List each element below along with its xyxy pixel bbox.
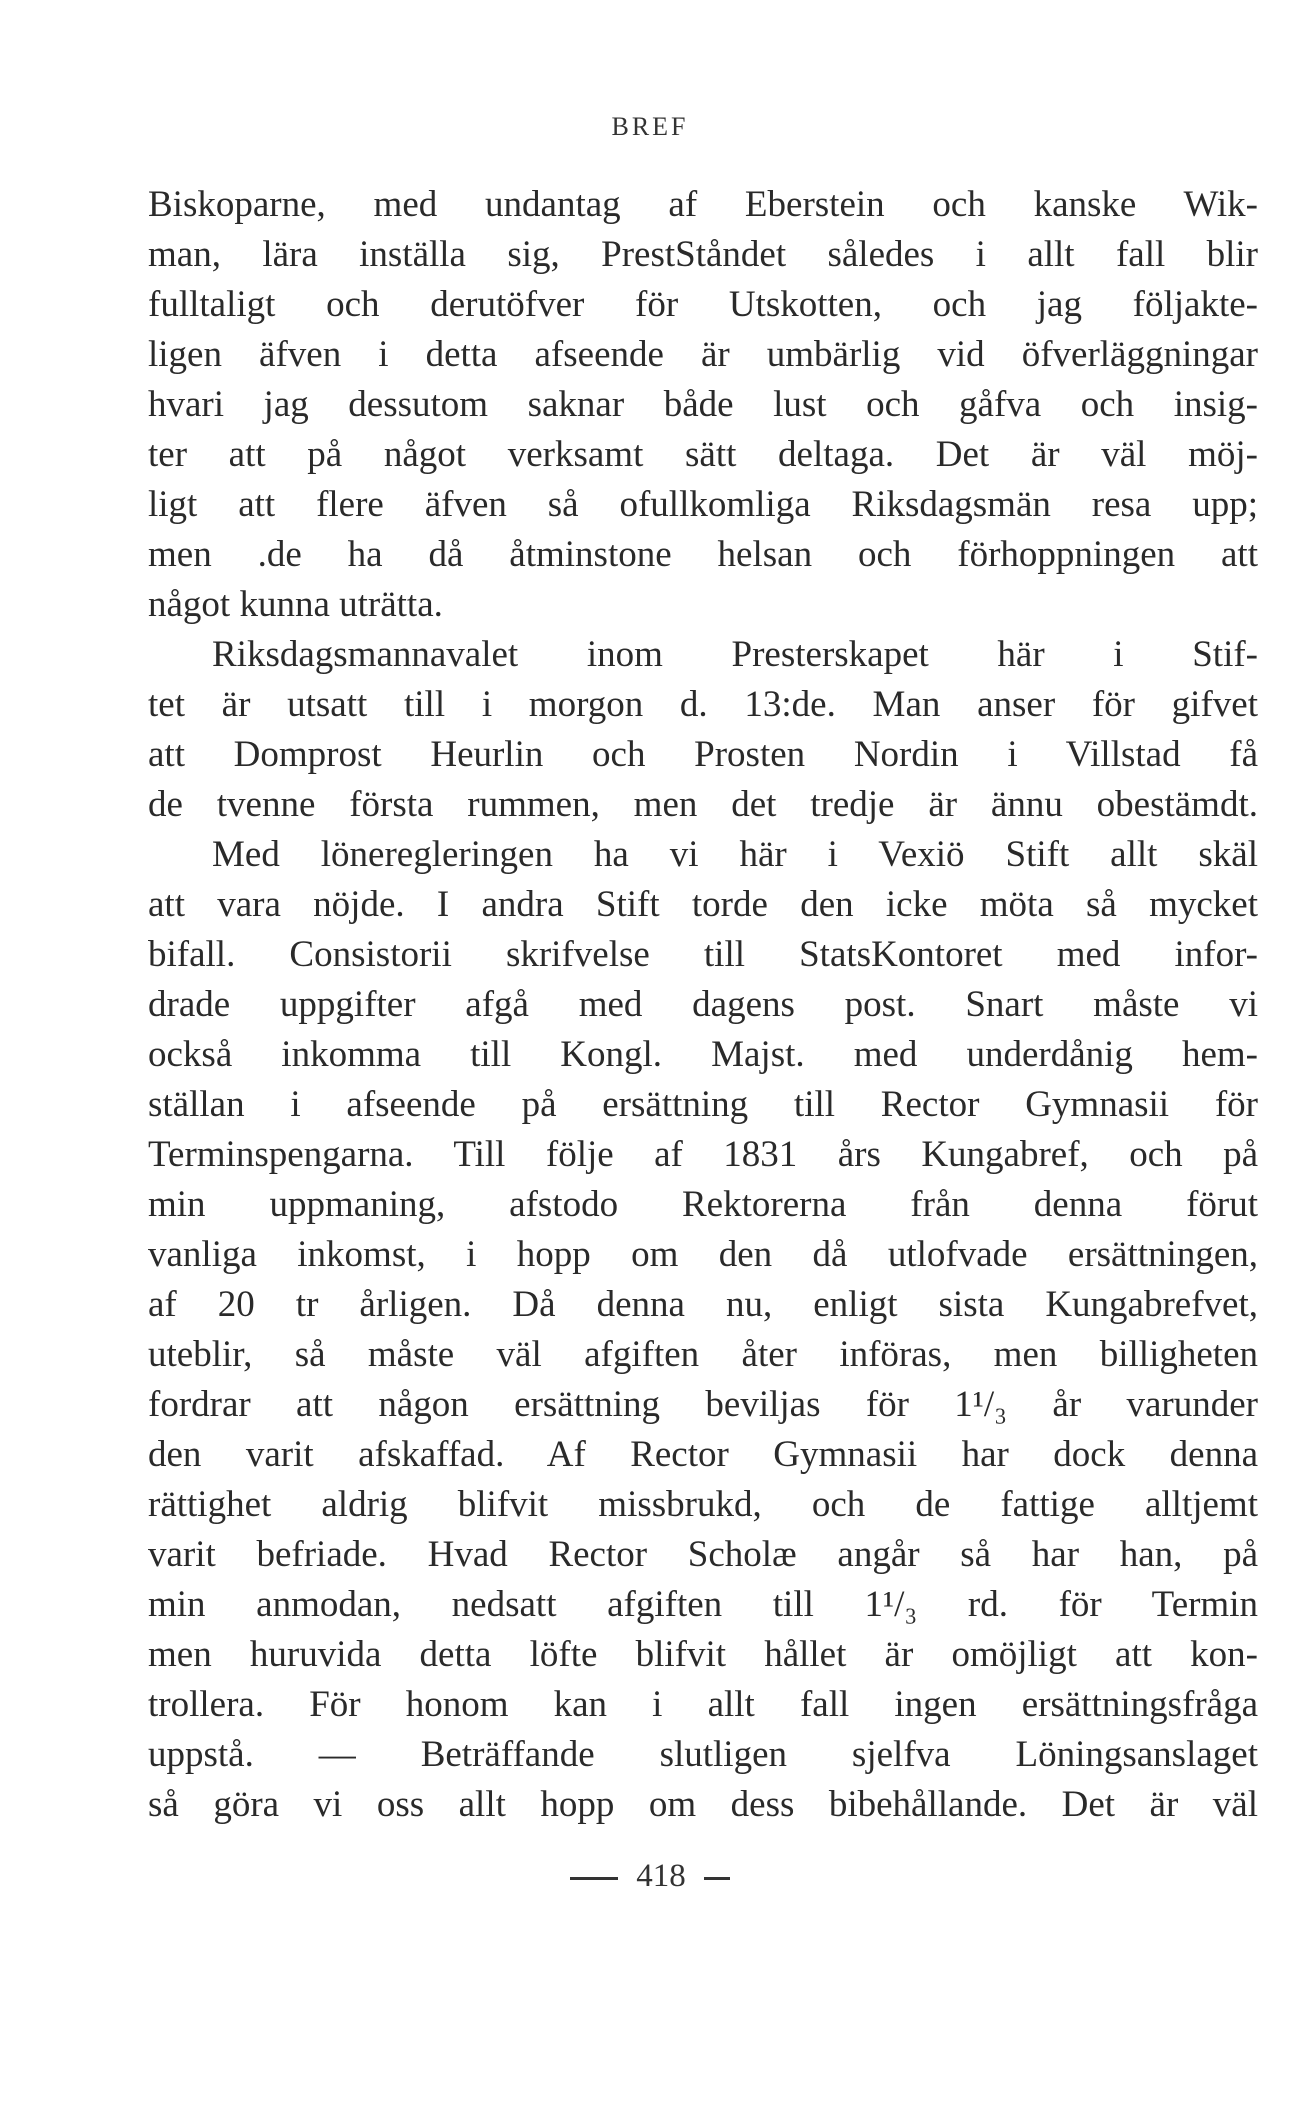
text-line: hvari jag dessutom saknar både lust och gåfva och insig- (148, 384, 1258, 425)
page-number-value: 418 (636, 1858, 686, 1894)
text-line: vanliga inkomst, i hopp om den då utlofvade ersättningen, (148, 1234, 1258, 1275)
dash-right (704, 1877, 730, 1880)
text-line: uppstå. — Beträffande slutligen sjelfva Löningsanslaget (148, 1734, 1258, 1775)
text-line: men huruvida detta löfte blifvit hållet är omöjligt att kon- (148, 1634, 1258, 1675)
page-number (0, 1858, 1300, 1895)
text-line: ligt att flere äfven så ofullkomliga Riksdagsmän resa upp; (148, 484, 1258, 525)
dash-left (570, 1877, 618, 1880)
text-line: den varit afskaffad. Af Rector Gymnasii har dock denna (148, 1434, 1258, 1475)
text-line: varit befriade. Hvad Rector Scholæ angår så har han, på (148, 1534, 1258, 1575)
text-line: att Domprost Heurlin och Prosten Nordin i Villstad få (148, 734, 1258, 775)
text-line: drade uppgifter afgå med dagens post. Snart måste vi (148, 984, 1258, 1025)
text-line: Riksdagsmannavalet inom Presterskapet här i Stif- (212, 634, 1258, 675)
text-line: ter att på något verksamt sätt deltaga. Det är väl möj- (148, 434, 1258, 475)
text-line: uteblir, så måste väl afgiften åter införas, men billigheten (148, 1334, 1258, 1375)
text-line: Biskoparne, med undantag af Eberstein och kanske Wik- (148, 184, 1258, 225)
text-line: min anmodan, nedsatt afgiften till 1¹/₃ rd. för Termin (148, 1584, 1258, 1625)
text-line: tet är utsatt till i morgon d. 13:de. Man anser för gifvet (148, 684, 1258, 725)
letter-body (148, 180, 1258, 1830)
text-line: fordrar att någon ersättning beviljas för 1¹/₃ år varunder (148, 1384, 1258, 1425)
text-line: fulltaligt och derutöfver för Utskotten, och jag följakte- (148, 284, 1258, 325)
text-line: så göra vi oss allt hopp om dess bibehållande. Det är väl (148, 1784, 1258, 1825)
text-line: rättighet aldrig blifvit missbrukd, och de fattige alltjemt (148, 1484, 1258, 1525)
text-line: också inkomma till Kongl. Majst. med underdånig hem- (148, 1034, 1258, 1075)
text-line: att vara nöjde. I andra Stift torde den icke möta så mycket (148, 884, 1258, 925)
text-line: de tvenne första rummen, men det tredje är ännu obestämdt. (148, 784, 1258, 825)
text-line: af 20 tr årligen. Då denna nu, enligt sista Kungabrefvet, (148, 1284, 1258, 1325)
text-line: ställan i afseende på ersättning till Rector Gymnasii för (148, 1084, 1258, 1125)
text-line: något kunna uträtta. (148, 584, 443, 625)
text-line: Med löneregleringen ha vi här i Vexiö Stift allt skäl (212, 834, 1258, 875)
text-line: trollera. För honom kan i allt fall ingen ersättningsfråga (148, 1684, 1258, 1725)
text-line: ligen äfven i detta afseende är umbärlig vid öfverläggningar (148, 334, 1258, 375)
text-line: min uppmaning, afstodo Rektorerna från denna förut (148, 1184, 1258, 1225)
text-line: bifall. Consistorii skrifvelse till StatsKontoret med infor- (148, 934, 1258, 975)
running-head: BREF (611, 112, 689, 141)
text-line: Terminspengarna. Till följe af 1831 års Kungabref, och på (148, 1134, 1258, 1175)
text-line: man, lära inställa sig, PrestStåndet således i allt fall blir (148, 234, 1258, 275)
text-line: men .de ha då åtminstone helsan och förhoppningen att (148, 534, 1258, 575)
